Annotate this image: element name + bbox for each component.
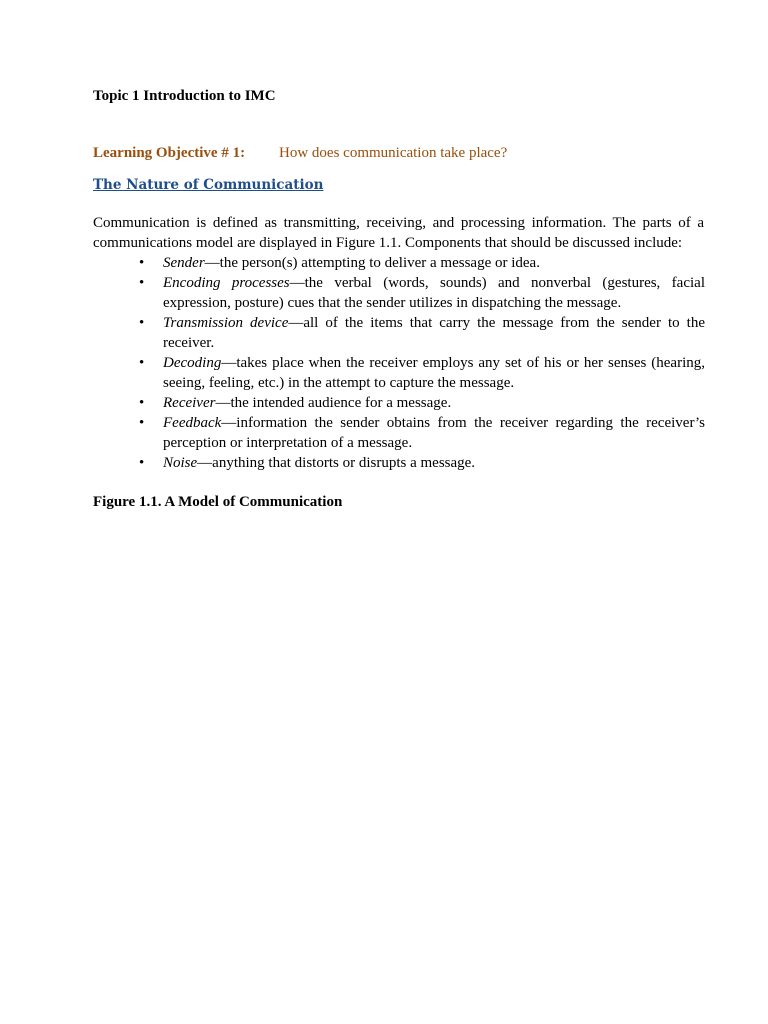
list-item-decoding (93, 353, 705, 393)
list-item-feedback (93, 413, 705, 453)
component-term: Feedback (163, 415, 222, 431)
list-item-encoding (93, 273, 705, 313)
component-definition: —the person(s) attempting to deliver a message or idea. (204, 255, 540, 271)
list-item-transmission-device (93, 313, 705, 353)
component-definition: —the verbal (words, sounds) and nonverbal (gestures, facial expression, posture) cues that the sender utilizes in dispatching the message. (163, 275, 705, 311)
component-list (93, 253, 705, 473)
section-heading-nature-of-communication: The Nature of Communication (93, 177, 324, 193)
component-definition: —all of the items that carry the message from the sender to the receiver. (163, 315, 705, 351)
component-definition: —the intended audience for a message. (215, 395, 452, 411)
bullet-icon: • (139, 255, 145, 271)
component-definition: —anything that distorts or disrupts a message. (197, 455, 476, 471)
list-item-noise (93, 453, 705, 473)
component-term: Encoding processes (163, 275, 290, 291)
component-term: Transmission device (163, 315, 289, 331)
list-item-sender (93, 253, 705, 273)
learning-objective-question: How does communication take place? (279, 145, 508, 161)
bullet-icon: • (139, 455, 145, 471)
bullet-icon: • (139, 415, 145, 431)
learning-objective (93, 144, 705, 162)
intro-paragraph: Communication is defined as transmitting, receiving, and processing information. The parts of a communications model are displayed in Figure 1.1. Components that should be discussed include: (93, 215, 704, 251)
component-definition: —information the sender obtains from the receiver regarding the receiver’s perception or interpretation of a message. (163, 415, 705, 451)
learning-objective-label: Learning Objective # 1: (93, 145, 246, 161)
component-term: Decoding (163, 355, 222, 371)
component-term: Receiver (163, 395, 216, 411)
topic-title: Topic 1 Introduction to IMC (93, 88, 276, 104)
component-term: Noise (163, 455, 198, 471)
bullet-icon: • (139, 315, 145, 331)
list-item-receiver (93, 393, 705, 413)
component-term: Sender (163, 255, 205, 271)
figure-caption: Figure 1.1. A Model of Communication (93, 494, 343, 510)
component-definition: —takes place when the receiver employs any set of his or her senses (hearing, seeing, feeling, etc.) in the attempt to capture the message. (163, 355, 705, 391)
bullet-icon: • (139, 395, 145, 411)
bullet-icon: • (139, 355, 145, 371)
bullet-icon: • (139, 275, 145, 291)
